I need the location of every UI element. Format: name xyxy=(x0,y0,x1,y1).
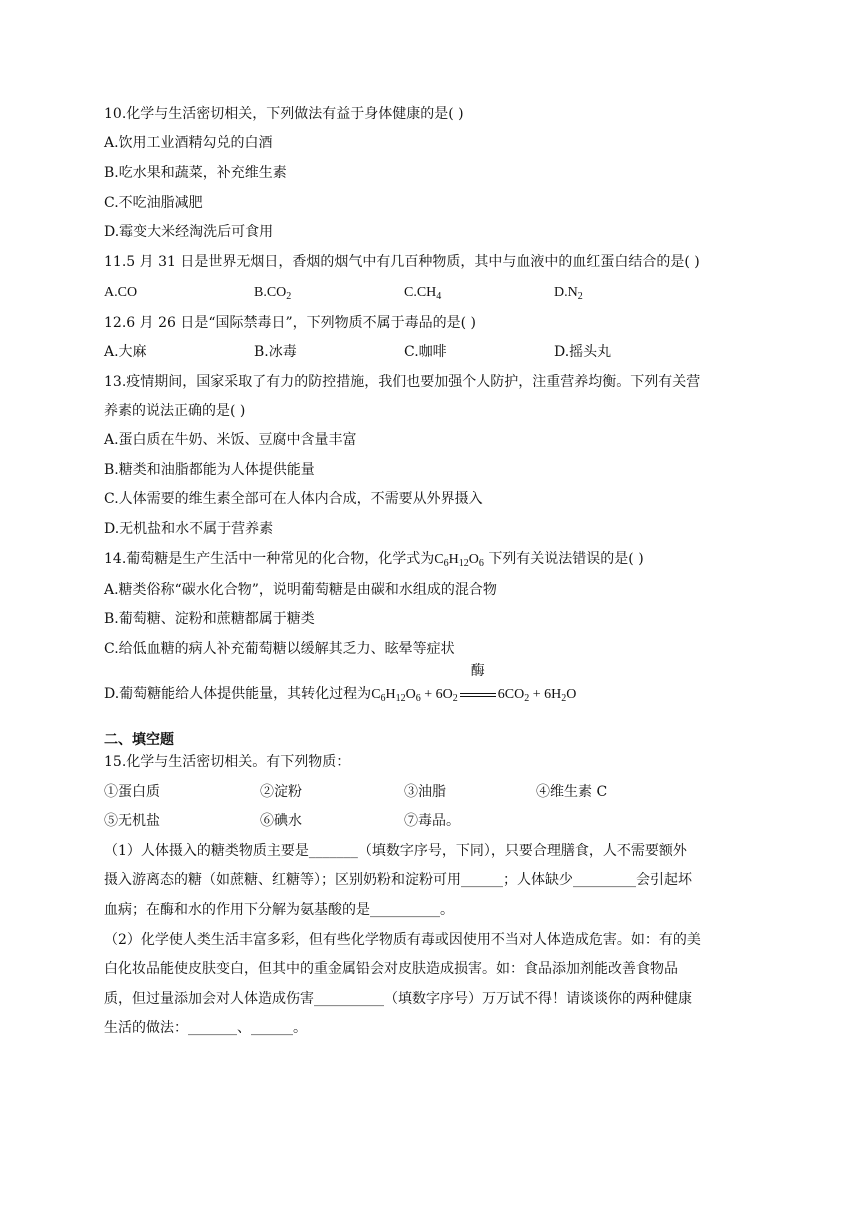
section-title-fill-in: 二、填空题 xyxy=(104,732,174,748)
enzyme-condition-sign: 酶 xyxy=(458,684,498,704)
q12-option-b: B.冰毒 xyxy=(254,344,297,360)
q14-option-b: B.葡萄糖、淀粉和蔗糖都属于糖类 xyxy=(104,611,315,627)
q15-item-6: ⑥碘水 xyxy=(260,813,302,829)
q12-option-d: D.摇头丸 xyxy=(554,344,612,360)
formula-co2: $CO_2$ xyxy=(266,285,292,302)
q15-item-3: ③油脂 xyxy=(404,784,446,800)
q15-part2-line3: 质，但过量添加会对人体造成伤害__________（填数字序号）万万试不得！请谈谈你的两种健康 xyxy=(104,991,692,1007)
q10-option-a: A.饮用工业酒精勾兑的白酒 xyxy=(104,135,273,151)
q14-option-a: A.糖类俗称“碳水化合物”，说明葡萄糖是由碳和水组成的混合物 xyxy=(104,582,497,598)
q15-item-5: ⑤无机盐 xyxy=(104,813,160,829)
q10-option-d: D.霉变大米经淘洗后可食用 xyxy=(104,224,274,240)
q11-option-b: $B.CO_2$ xyxy=(254,285,292,302)
q14-option-d: D.葡萄糖能给人体提供能量，其转化过程为$C_6H_{12}O_6 + 6O_2$ 酶 $6CO_2 + 6H_2O$ xyxy=(104,664,577,704)
q13-stem-line1: 13.疫情期间，国家采取了有力的防控措施，我们也要加强个人防护，注重营养均衡。下列有关营 xyxy=(104,374,701,390)
q11-option-d: $D.N_2$ xyxy=(554,285,583,302)
q12-option-a: A.大麻 xyxy=(104,344,147,360)
q15-part2-line4: 生活的做法：_______、______。 xyxy=(104,1020,307,1036)
formula-glucose: $C_6H_{12}O_6$ xyxy=(434,552,484,569)
q15-stem: 15.化学与生活密切相关。有下列物质： xyxy=(104,754,351,770)
q15-part1-line3: 血病；在酶和水的作用下分解为氨基酸的是__________。 xyxy=(104,902,454,918)
q15-item-4: ④维生素 C xyxy=(536,784,608,800)
q15-part1-line1: （1）人体摄入的糖类物质主要是_______（填数字序号，下同），只要合理膳食，人不需要额外 xyxy=(104,843,687,859)
formula-ch4: $CH_4$ xyxy=(416,285,442,302)
q15-part1-line2: 摄入游离态的糖（如蔗糖、红糖等）；区别奶粉和淀粉可用______；人体缺少_________会引起坏 xyxy=(104,872,692,888)
q12-option-c: C.咖啡 xyxy=(404,344,447,360)
q11-option-a: A.CO xyxy=(104,285,138,300)
q12-stem: 12.6 月 26 日是“国际禁毒日”，下列物质不属于毒品的是( ) xyxy=(104,315,477,331)
q15-part2-line2: 白化妆品能使皮肤变白，但其中的重金属铅会对皮肤造成损害。如：食品添加剂能改善食物品 xyxy=(104,961,678,977)
q14-stem: 14.葡萄糖是生产生活中一种常见的化合物，化学式为$C_6H_{12}O_6$ 下列有关说法错误的是( ) xyxy=(104,551,644,569)
q10-option-c: C.不吃油脂减肥 xyxy=(104,195,203,211)
q13-option-d: D.无机盐和水不属于营养素 xyxy=(104,521,274,537)
q15-item-7: ⑦毒品。 xyxy=(404,813,460,829)
q15-item-2: ②淀粉 xyxy=(260,784,302,800)
q11-option-c: $C.CH_4$ xyxy=(404,285,442,302)
reaction-equation: $C_6H_{12}O_6 + 6O_2$ 酶 $6CO_2 + 6H_2O$ xyxy=(371,664,577,704)
q13-stem-line2: 养素的说法正确的是( ) xyxy=(104,403,246,419)
q11-stem: 11.5 月 31 日是世界无烟日，香烟的烟气中有几百种物质，其中与血液中的血红蛋白结合的是( ) xyxy=(104,254,700,270)
q15-item-1: ①蛋白质 xyxy=(104,784,160,800)
q15-part2-line1: （2）化学使人类生活丰富多彩，但有些化学物质有毒或因使用不当对人体造成危害。如：有的美 xyxy=(104,932,701,948)
formula-n2: $N_2$ xyxy=(567,285,583,302)
q14-option-c: C.给低血糖的病人补充葡萄糖以缓解其乏力、眩晕等症状 xyxy=(104,641,455,657)
q13-option-c: C.人体需要的维生素全部可在人体内合成，不需要从外界摄入 xyxy=(104,491,483,507)
q13-option-b: B.糖类和油脂都能为人体提供能量 xyxy=(104,462,315,478)
q10-option-b: B.吃水果和蔬菜，补充维生素 xyxy=(104,165,287,181)
q13-option-a: A.蛋白质在牛奶、米饭、豆腐中含量丰富 xyxy=(104,432,357,448)
q10-stem: 10.化学与生活密切相关，下列做法有益于身体健康的是( ) xyxy=(104,106,464,122)
